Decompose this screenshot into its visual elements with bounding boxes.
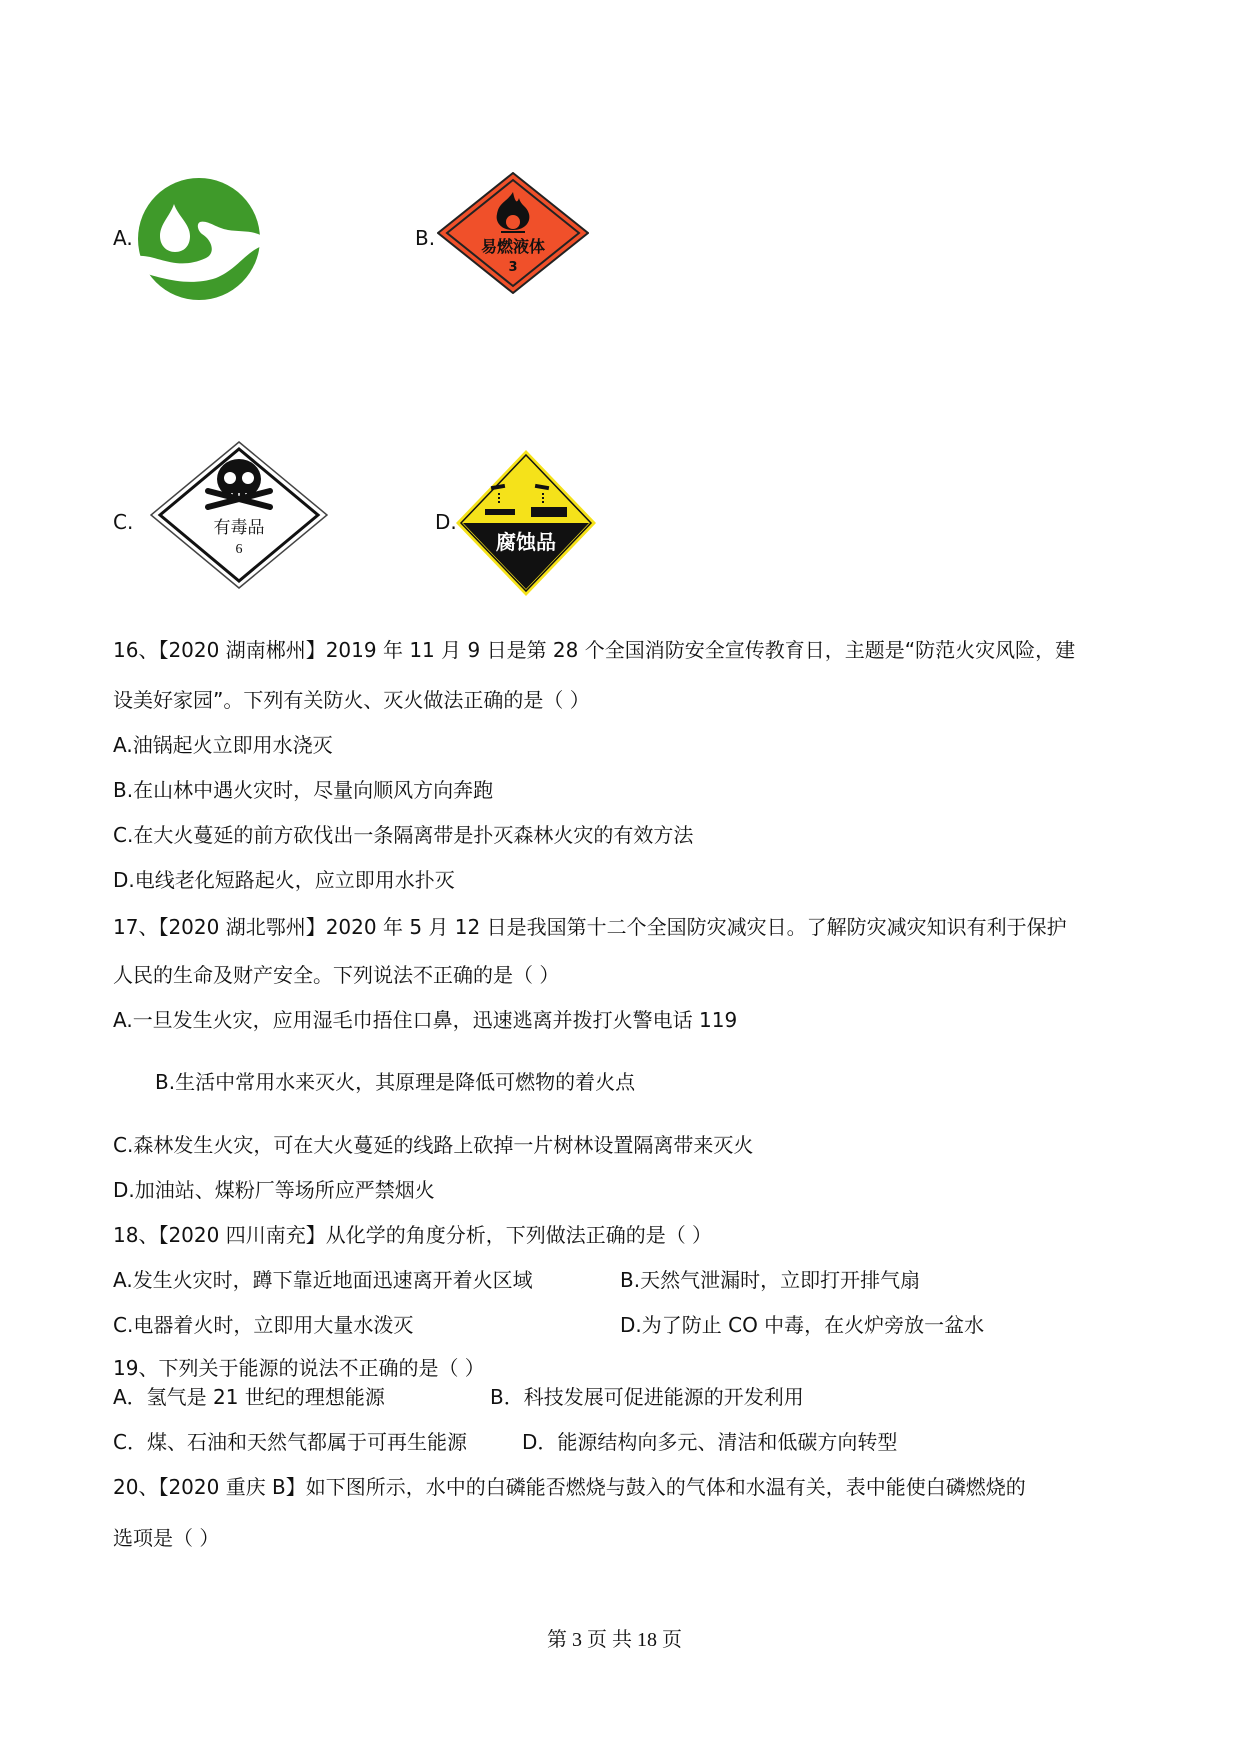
q18-option-b: B.天然气泄漏时，立即打开排气扇 bbox=[620, 1268, 921, 1292]
q16-stem-line2: 设美好家园”。下列有关防火、灭火做法正确的是（ ） bbox=[113, 688, 590, 712]
option-a-label: A. bbox=[113, 226, 133, 250]
corrosive-substance-sign bbox=[455, 449, 597, 597]
q19-stem: 19、下列关于能源的说法不正确的是（ ） bbox=[113, 1356, 485, 1380]
q16-stem-line1: 16、【2020 湖南郴州】2019 年 11 月 9 日是第 28 个全国消防安全宣传教育日，主题是“防范火灾风险，建 bbox=[113, 638, 1076, 662]
q17-stem-line2: 人民的生命及财产安全。下列说法不正确的是（ ） bbox=[113, 963, 560, 987]
page-number-footer: 第 3 页 共 18 页 bbox=[547, 1629, 682, 1651]
q17-stem-line1: 17、【2020 湖北鄂州】2020 年 5 月 12 日是我国第十二个全国防灾减灾日。了解防灾减灾知识有利于保护 bbox=[113, 915, 1067, 939]
q17-option-d: D.加油站、煤粉厂等场所应严禁烟火 bbox=[113, 1178, 435, 1202]
sign-number: 3 bbox=[508, 260, 518, 275]
q19-option-d: D．能源结构向多元、清洁和低碳方向转型 bbox=[522, 1430, 898, 1454]
q18-stem: 18、【2020 四川南充】从化学的角度分析，下列做法正确的是（ ） bbox=[113, 1223, 713, 1247]
q18-option-a: A.发生火灾时，蹲下靠近地面迅速离开着火区域 bbox=[113, 1268, 533, 1292]
toxic-substance-sign bbox=[150, 441, 328, 589]
q16-option-d: D.电线老化短路起火，应立即用水扑灭 bbox=[113, 868, 455, 892]
q19-option-c: C．煤、石油和天然气都属于可再生能源 bbox=[113, 1430, 467, 1454]
q20-stem-line1: 20、【2020 重庆 B】如下图所示，水中的白磷能否燃烧与鼓入的气体和水温有关，表中能使白磷燃烧的 bbox=[113, 1475, 1026, 1499]
sign-text: 易燃液体 bbox=[480, 237, 546, 256]
q17-option-c: C.森林发生火灾，可在大火蔓延的线路上砍掉一片树林设置隔离带来灭火 bbox=[113, 1133, 754, 1157]
sign-text: 腐蚀品 bbox=[496, 530, 556, 554]
q16-option-b: B.在山林中遇火灾时，尽量向顺风方向奔跑 bbox=[113, 778, 494, 802]
sign-text: 有毒品 bbox=[213, 518, 265, 538]
q16-option-a: A.油锅起火立即用水浇灭 bbox=[113, 733, 333, 757]
q20-stem-line2: 选项是（ ） bbox=[113, 1526, 220, 1550]
flammable-liquid-sign bbox=[437, 172, 589, 294]
q19-option-b: B．科技发展可促进能源的开发利用 bbox=[490, 1385, 804, 1409]
q18-option-d: D.为了防止 CO 中毒，在火炉旁放一盆水 bbox=[620, 1313, 985, 1337]
q18-option-c: C.电器着火时，立即用大量水泼灭 bbox=[113, 1313, 414, 1337]
option-b-label: B. bbox=[415, 226, 436, 250]
option-c-label: C. bbox=[113, 510, 134, 534]
option-d-label: D. bbox=[435, 510, 457, 534]
q16-option-c: C.在大火蔓延的前方砍伐出一条隔离带是扑灭森林火灾的有效方法 bbox=[113, 823, 694, 847]
q17-option-a: A.一旦发生火灾，应用湿毛巾捂住口鼻，迅速逃离并拨打火警电话 119 bbox=[113, 1008, 738, 1032]
water-saving-icon bbox=[136, 176, 262, 302]
q19-option-a: A．氢气是 21 世纪的理想能源 bbox=[113, 1385, 385, 1409]
q17-option-b: B.生活中常用水来灭火，其原理是降低可燃物的着火点 bbox=[155, 1070, 636, 1094]
sign-number: 6 bbox=[235, 542, 243, 557]
